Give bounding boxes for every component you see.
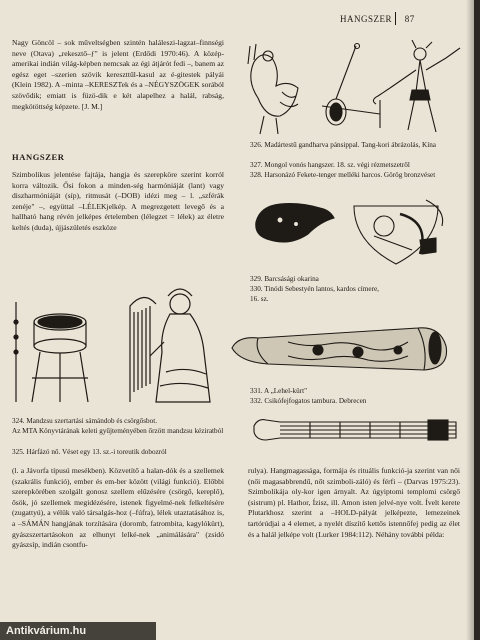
page-number: 87: [404, 14, 415, 24]
running-head: [340, 14, 415, 24]
paragraph-mediator: (l. a Jávorfa típusú mesékben). Közvetítő a halan-dók és a szellemek (szakrális funkció), ember és em-ber között (világi funkció). Előbbi szerepkörében szolgált gonosz szellem elűzésére (csörgő, kereplő), ősök, jó szellemek megidézésére, istenek figyelmé-nek felkeltésére (zugattyú), a vélük való társalgás-hoz (–fúfra), lélek utaztatásához is, a –SÁMÁN hangjának torzítására (doromb, fatrombita, kagylókürt), gyászszertartásokon az elhunyt lelké-nek „animálására" (zsidó gyászsíp, indián csontfu-: [12, 466, 224, 550]
paragraph-pitch-and-sistrum: rulya). Hangmagassága, formája és rituális funkció-ja szerint van női (női magasabbrendű, nőt szimboli-záló) és férfi – (Darvas 1975:23). Szimbolikája oly-kor igen árnyalt. Az úgyiptomi templomi csörgő (sistrum) pl. Hathor, Ízisz, ill. Amon isten jelvé-nye volt. Ívelt kerete Plutarkhosz szerint a –HOLD-pályát jelképezte, lemezeinek tartórúdjai a 4 elemet, a nyelét díszítő kettős istennőfej pedig az élet és a halál jelképe volt (Lurker 1984:112). Néhány további példa:: [248, 466, 460, 539]
caption-324-source: Az MTA Könyvtárának keleti gyűjteményében őrzött mandzsu kéziratból: [12, 427, 224, 435]
caption-330: 330. Tinódi Sebestyén lantos, kardos címere, 16. sz.: [250, 285, 379, 303]
illustration-lehel-horn: [228, 318, 458, 382]
watermark: Antikvárium.hu: [0, 622, 156, 640]
caption-326: 326. Madártestű gandharva pánsippal. Tang-kori ábrázolás, Kína: [250, 141, 436, 149]
illustration-drum-and-harpist: [10, 282, 226, 410]
section-heading: HANGSZER: [12, 152, 65, 162]
running-head-title: HANGSZER: [340, 14, 393, 24]
paragraph-definition: Szimbolikus jelentése fajtája, hangja és szerepköre szerint korról korra változik. Ősi fokon a minden-ség harmóniáját (lant) vagy diszharmóniáját (síp), ritmusát (–DOB) idézi meg – l. „szférák zenéje" –, együttal –LÉLEKjelkép. A megrezgetett levegő és a hallható hang révén jelképes értelemben (lélegzet = lélek) az életre keltés (duda), újjászületés eszköze: [12, 170, 224, 232]
caption-331: 331. A „Lehel-kürt": [250, 387, 308, 395]
caption-328: 328. Harsonázó Fekete-tenger melléki harcos. Görög bronzvéset: [250, 171, 436, 179]
running-head-divider: [395, 12, 396, 25]
illustration-ocarina-and-crest: [250, 196, 460, 268]
caption-329: 329. Barcsásági okarina: [250, 275, 319, 283]
illustration-tambura: [250, 412, 464, 446]
caption-324: 324. Mandzsu szertartási sámándob és csörgősbot.: [12, 417, 157, 425]
paragraph-intro: Nagy Göncöl – sok műveltségben szintén haláleszi-lagzat–finnségi neve (Otava) „rekesztő–ƒ" is jelent (Erdődi 1970:46). A közép-amerikai indián világ-képben nemcsak az égi átjárót fedi –, banem az egész eget –szerien szövik kereszttűl-kasul az é-gitestek pályái (Klein 1982). A –minta –KERESZTek és a –NÉGYSZÖGEK sorából szövődik; emiatt is füzö-dik e két alapelhez a halál, rabság, megkötöttség képzete. [J. M.]: [12, 38, 224, 111]
caption-327: 327. Mongol vonós hangszer. 18. sz. végi rézmetszetről: [250, 161, 410, 169]
illustration-gandharva-mongol-warrior: [240, 40, 465, 138]
caption-332: 332. Csikófejfogatos tambura. Debrecen: [250, 397, 367, 405]
caption-325: 325. Hárfázó nő. Véset egy 13. sz.-i toreutik dobozról: [12, 448, 167, 456]
